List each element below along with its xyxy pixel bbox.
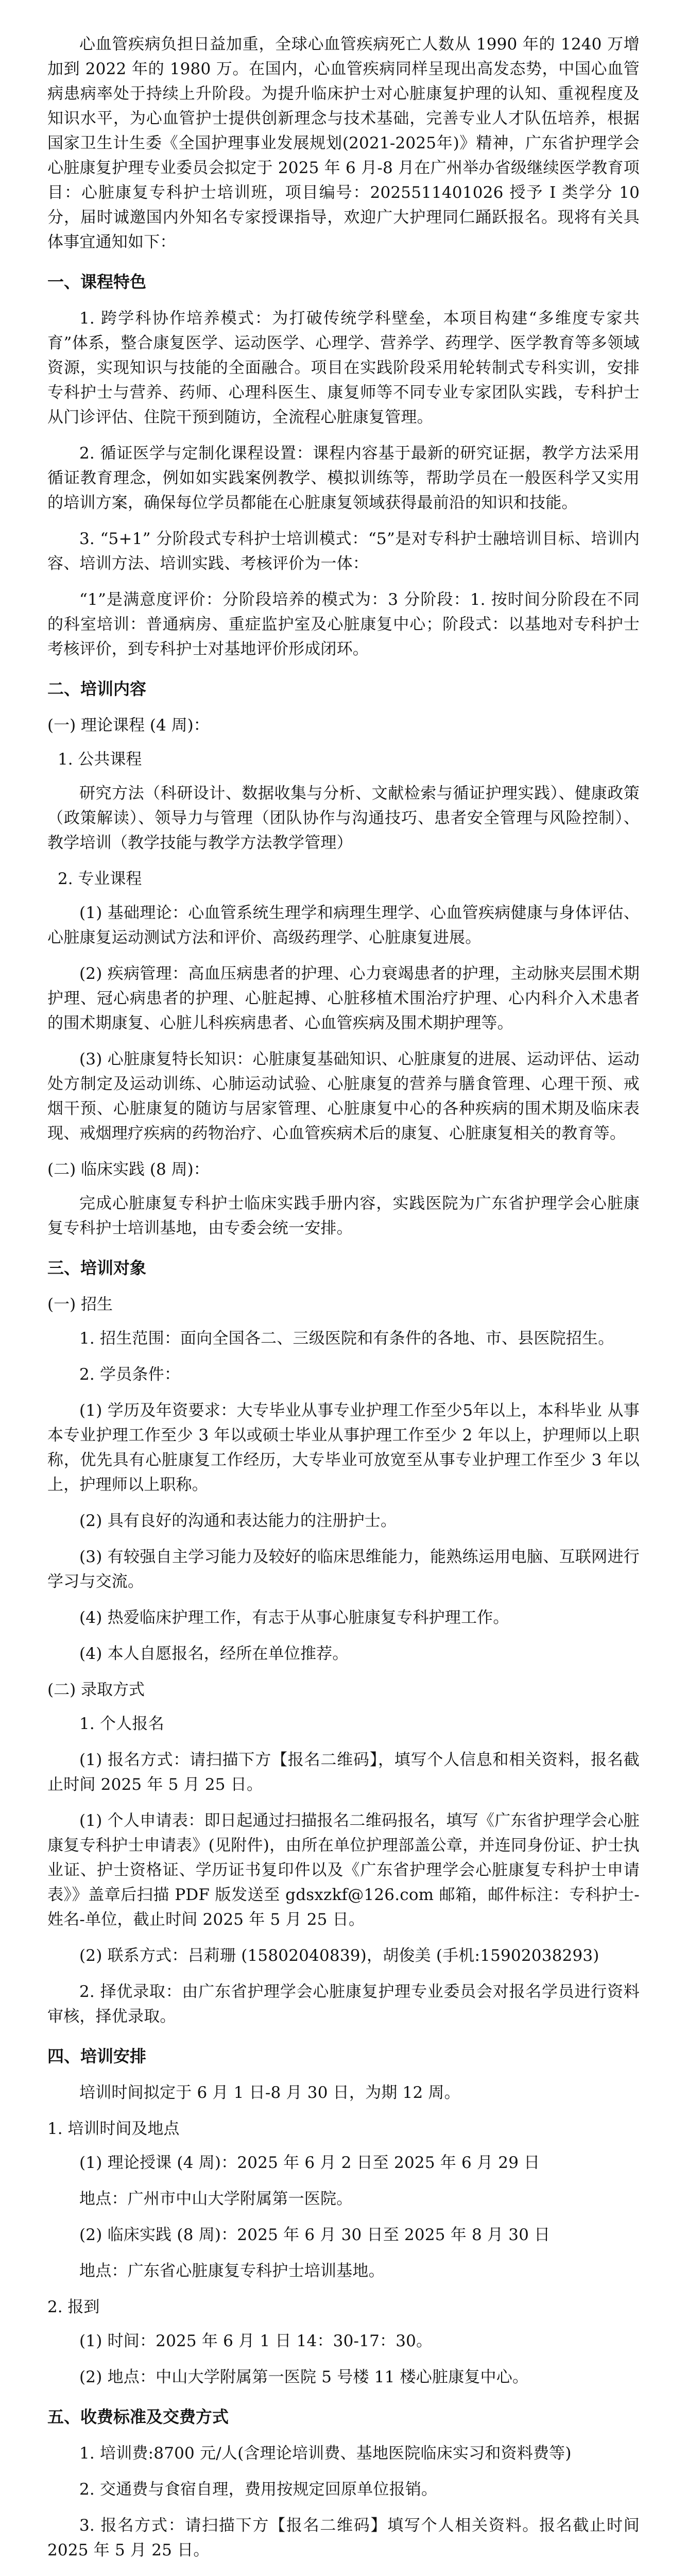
section-5-title: 五、收费标准及交费方式 xyxy=(47,2407,229,2427)
section-2-subtitle-2: (二) 临床实践 (8 周)： xyxy=(47,1160,210,1179)
section-4-paragraph-7: (2) 地点：中山大学附属第一医院 5 号楼 11 楼心脏康复中心。 xyxy=(79,2368,529,2386)
section-1-title: 一、课程特色 xyxy=(47,272,147,292)
section-3-paragraph-3: (1) 学历及年资要求：大专毕业从事专业护理工作至少5年以上，本科毕业 从事本专业护理工作至少 3 年以或硕士毕业从事护理工作至少 2 年以上，护理师以上职称，优先具有心脏康复工作经历，大专毕业可放宽至从事专业护理工作至少 3 年以上，护理师以上职称。 xyxy=(47,1401,640,1494)
section-3-paragraph-4: (2) 具有良好的沟通和表达能力的注册护士。 xyxy=(79,1512,397,1530)
section-3-paragraph-12: 2. 择优录取：由广东省护理学会心脏康复护理专业委员会对报名学员进行资料审核，择优录取。 xyxy=(47,1982,640,2026)
section-5-paragraph-1: 1. 培训费:8700 元/人(含理论培训费、基地医院临床实习和资料费等) xyxy=(79,2444,572,2463)
section-2-paragraph-1: 研究方法（科研设计、数据收集与分析、文献检索与循证护理实践）、健康政策（政策解读）、领导力与管理（团队协作与沟通技巧、患者安全管理与风险控制）、教学培训（教学技能与教学方法教学管理） xyxy=(47,784,640,852)
section-2-item-2: 2. 专业课程 xyxy=(58,870,142,888)
intro-paragraph: 心血管疾病负担日益加重，全球心血管疾病死亡人数从 1990 年的 1240 万增加到 2022 年的 1980 万。在国内，心血管疾病同样呈现出高发态势，中国心血管病患病率处于持续上升阶段。为提升临床护士对心脏康复护理的认知、重视程度及知识水平，为心血管护士提供创新理念与技术基础，完善专业人才队伍培养，根据国家卫生计生委《全国护理事业发展规划(2021-2025年)》精神，广东省护理学会心脏康复护理专业委员会拟定于 2025 年 6 月-8 月在广州举办省级继续医学教育项目：心脏康复专科护士培训班，项目编号：2025511401026 授予 I 类学分 10 分，届时诚邀国内外知名专家授课指导，欢迎广大护理同仁踊跃报名。现将有关具体事宜通知如下： xyxy=(47,35,640,251)
section-3-paragraph-10: (1) 个人申请表：即日起通过扫描报名二维码报名，填写《广东省护理学会心脏康复专科护士申请表》(见附件)，由所在单位护理部盖公章，并连同身份证、护士执业证、护士资格证、学历证书复印件以及《广东省护理学会心脏康复专科护士申请表》》盖章后扫描 PDF 版发送至 gdsxzkf@126.com 邮箱，邮件标注：专科护士-姓名-单位，截止时间 2025 年 5 月 25 日。 xyxy=(47,1811,640,1929)
section-2-paragraph-2: (1) 基础理论：心血管系统生理学和病理生理学、心血管疾病健康与身体评估、心脏康复运动测试方法和评价、高级药理学、心脏康复进展。 xyxy=(47,904,640,947)
section-4-paragraph-2: (1) 理论授课 (4 周)：2025 年 6 月 2 日至 2025 年 6 月 29 日 xyxy=(79,2154,540,2172)
section-1-paragraph-3: 3. “5+1” 分阶段式专科护士培训模式：“5”是对专科护士融培训目标、培训内容、培训方法、培训实践、考核评价为一体： xyxy=(47,530,640,573)
section-3-paragraph-5: (3) 有较强自主学习能力及较好的临床思维能力，能熟练运用电脑、互联网进行学习与交流。 xyxy=(47,1548,640,1591)
section-5-paragraph-3: 3. 报名方式：请扫描下方【报名二维码】填写个人相关资料。报名截止时间 2025 年 5 月 25 日。 xyxy=(47,2516,640,2560)
section-5-paragraph-2: 2. 交通费与食宿自理，费用按规定回原单位报销。 xyxy=(79,2480,438,2499)
section-4-paragraph-5: 地点：广东省心脏康复专科护士培训基地。 xyxy=(79,2262,385,2280)
section-1-paragraph-4: “1”是满意度评价：分阶段培养的模式为：3 分阶段：1. 按时间分阶段在不同的科室培训：普通病房、重症监护室及心脏康复中心；阶段式：以基地对专科护士考核评价，到专科护士对基地评价形成闭环。 xyxy=(47,590,640,658)
section-3-paragraph-2: 2. 学员条件： xyxy=(79,1365,181,1384)
section-4-subtitle-2: 2. 报到 xyxy=(47,2298,100,2316)
section-3-subtitle-1: (一) 招生 xyxy=(47,1295,113,1314)
section-2-paragraph-3: (2) 疾病管理：高血压病患者的护理、心力衰竭患者的护理，主动脉夹层围术期护理、冠心病患者的护理、心脏起搏、心脏移植术围治疗护理、心内科介入术患者的围术期康复、心脏儿科疾病患者、心血管疾病及围术期护理等。 xyxy=(47,964,640,1032)
section-2-subtitle-1: (一) 理论课程 (4 周)： xyxy=(47,716,210,735)
section-5-paragraph-4 xyxy=(47,2574,640,2576)
section-2-paragraph-5: 完成心脏康复专科护士临床实践手册内容，实践医院为广东省护理学会心脏康复专科护士培训基地，由专委会统一安排。 xyxy=(47,1194,640,1238)
section-3-title: 三、培训对象 xyxy=(47,1258,147,1278)
section-3-subtitle-2: (二) 录取方式 xyxy=(47,1681,145,1699)
section-3-paragraph-11: (2) 联系方式：吕莉珊 (15802040839)，胡俊美 (手机:15902038293) xyxy=(79,1946,599,1965)
section-4-paragraph-3: 地点：广州市中山大学附属第一医院。 xyxy=(79,2190,353,2208)
section-4-title: 四、培训安排 xyxy=(47,2046,147,2066)
section-4-paragraph-6: (1) 时间：2025 年 6 月 1 日 14：30-17：30。 xyxy=(79,2332,433,2350)
section-2-item-1: 1. 公共课程 xyxy=(58,750,142,769)
section-3-paragraph-1: 1. 招生范围：面向全国各二、三级医院和有条件的各地、市、县医院招生。 xyxy=(79,1329,614,1348)
section-4-paragraph-1: 培训时间拟定于 6 月 1 日-8 月 30 日，为期 12 周。 xyxy=(79,2083,460,2102)
section-1-paragraph-1: 1. 跨学科协作培养模式：为打破传统学科壁垒，本项目构建“多维度专家共育”体系，整合康复医学、运动医学、心理学、营养学、药理学、医学教育等多领域资源，实现知识与技能的全面融合。项目在实践阶段采用轮转制式专科实训，安排专科护士与营养、药师、心理科医生、康复师等不同专业专家团队实践，专科护士从门诊评估、住院干预到随访，全流程心脏康复管理。 xyxy=(47,309,640,427)
section-4-paragraph-4: (2) 临床实践 (8 周)：2025 年 6 月 30 日至 2025 年 8 月 30 日 xyxy=(79,2226,551,2244)
section-4-subtitle-1: 1. 培训时间及地点 xyxy=(47,2120,180,2138)
section-2-paragraph-4: (3) 心脏康复特长知识：心脏康复基础知识、心脏康复的进展、运动评估、运动处方制定及运动训练、心肺运动试验、心脏康复的营养与膳食管理、心理干预、戒烟干预、心脏康复的随访与居家管理、心脏康复中心的各种疾病的围术期及临床表现、戒烟理疗疾病的药物治疗、心血管疾病术后的康复、心脏康复相关的教育等。 xyxy=(47,1050,640,1143)
section-3-paragraph-9: (1) 报名方式：请扫描下方【报名二维码】，填写个人信息和相关资料，报名截止时间 2025 年 5 月 25 日。 xyxy=(47,1751,640,1794)
section-1-paragraph-2: 2. 循证医学与定制化课程设置：课程内容基于最新的研究证据，教学方法采用循证教育理念，例如如实践案例教学、模拟训练等，帮助学员在一般医科学又实用的培训方案，确保每位学员都能在心脏康复领域获得最前沿的知识和技能。 xyxy=(47,444,640,512)
section-3-paragraph-7: (4) 本人自愿报名，经所在单位推荐。 xyxy=(79,1645,349,1663)
section-3-paragraph-8: 1. 个人报名 xyxy=(79,1715,164,1733)
section-2-title: 二、培训内容 xyxy=(47,679,147,699)
section-3-paragraph-6: (4) 热爱临床护理工作，有志于从事心脏康复专科护理工作。 xyxy=(79,1608,509,1627)
